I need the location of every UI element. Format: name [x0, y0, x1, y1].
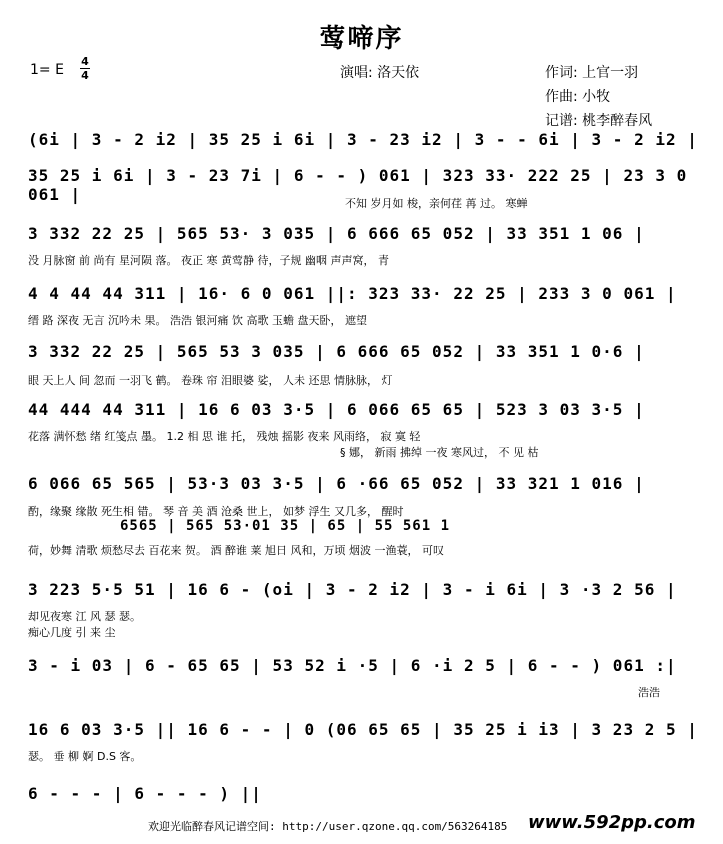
score-row: 6 066 65 565 | 53·3 03 3·5 | 6 ·66 65 052 | 33 321 1 016 | — [28, 474, 645, 493]
lyric-line: 没 月脉窗 前 尚有 星河陨 落。 夜正 寒 黄莺静 待，子规 幽咽 声声窝， 青 — [28, 254, 389, 267]
time-signature — [80, 56, 90, 81]
lyric-line: 酌，缘聚 缘散 死生相 错。 琴 音 美 酒 沧桑 世上， 如梦 浮生 又几多， 醒时 — [28, 505, 404, 518]
lyric-line: 痴心几度 引 来 尘 — [28, 626, 116, 639]
score-row: 44 444 44 311 | 16 6 03 3·5 | 6 066 65 65 | 523 3 03 3·5 | — [28, 400, 645, 419]
footer-text: 欢迎光临醉春风记谱空间: http://user.qzone.qq.com/563264185 — [148, 820, 508, 833]
score-row: 3 223 5·5 51 | 16 6 - (oi | 3 - 2 i2 | 3 - i 6i | 3 ·3 2 56 | — [28, 580, 677, 599]
time-signature-bottom: 4 — [81, 69, 89, 82]
score-row: 35 25 i 6i | 3 - 23 7i | 6 - - ) 061 | 323 33· 222 25 | 23 3 0 061 | — [28, 166, 688, 204]
lyricist: 作词: 上官一羽 — [545, 65, 639, 81]
lyric-line: 缙 路 深夜 无言 沉吟未 果。 浩浩 银河痛 饮 高歌 玉蟾 盘天卧， 遮望 — [28, 314, 367, 327]
transcriber: 记谱: 桃李醉春风 — [545, 113, 653, 129]
score-row: 4 4 44 44 311 | 16· 6 0 061 ||: 323 33· 22 25 | 233 3 0 061 | — [28, 284, 677, 303]
time-signature-top: 4 — [81, 55, 89, 68]
score-row: (6i | 3 - 2 i2 | 35 25 i 6i | 3 - 23 i2 | 3 - - 6i | 3 - 2 i2 | — [28, 130, 698, 149]
site-logo: www.592pp.com — [528, 812, 696, 833]
score-row: 3 332 22 25 | 565 53· 3 035 | 6 666 65 052 | 33 351 1 06 | — [28, 224, 645, 243]
score-row: 3 332 22 25 | 565 53 3 035 | 6 666 65 052 | 33 351 1 0·6 | — [28, 342, 645, 361]
singer: 演唱: 洛天依 — [340, 65, 420, 81]
score-row: 6 - - - | 6 - - - ) || — [28, 784, 262, 803]
lyric-line: 浩浩 — [638, 686, 660, 699]
lyric-line: 瑟。 垂 柳 婀 D.S 客。 — [28, 750, 142, 763]
lyric-line: 却见夜寒 江 风 瑟 瑟。 — [28, 610, 141, 623]
lyric-line: 花落 满怀愁 绪 红笺点 墨。 1.2 相 思 谁 托， 残烛 摇影 夜来 风雨络， 寂 寞 轻 — [28, 430, 421, 443]
composer: 作曲: 小牧 — [545, 89, 611, 105]
lyric-line: 眼 天上人 间 忽而 一羽飞 鹤。 卷珠 帘 泪眼婆 娑， 人未 还思 情脉脉， 灯 — [28, 374, 393, 387]
score-row: 3 - i 03 | 6 - 65 65 | 53 52 i ·5 | 6 ·i 2 5 | 6 - - ) 061 :| — [28, 656, 677, 675]
lyric-line: § 娜， 新雨 拂绰 一夜 寒风过， 不 见 枯 — [340, 446, 539, 459]
song-title: 莺啼序 — [319, 24, 404, 54]
key-signature: 1= E — [30, 62, 64, 78]
lyric-line: 不知 岁月如 梭，亲何荏 苒 过。 寒蝉 — [345, 197, 528, 210]
score-row: 16 6 03 3·5 || 16 6 - - | 0 (06 65 65 | 35 25 i i3 | 3 23 2 5 | — [28, 720, 698, 739]
lyric-line: 荷，妙舞 清歌 烦愁尽去 百花来 贺。 酒 醉谁 莱 旭日 风和，万顷 烟波 一渔蓑， 可叹 — [28, 544, 444, 557]
score-row: 6565 | 565 53·01 35 | 65 | 55 561 1 — [120, 518, 451, 534]
